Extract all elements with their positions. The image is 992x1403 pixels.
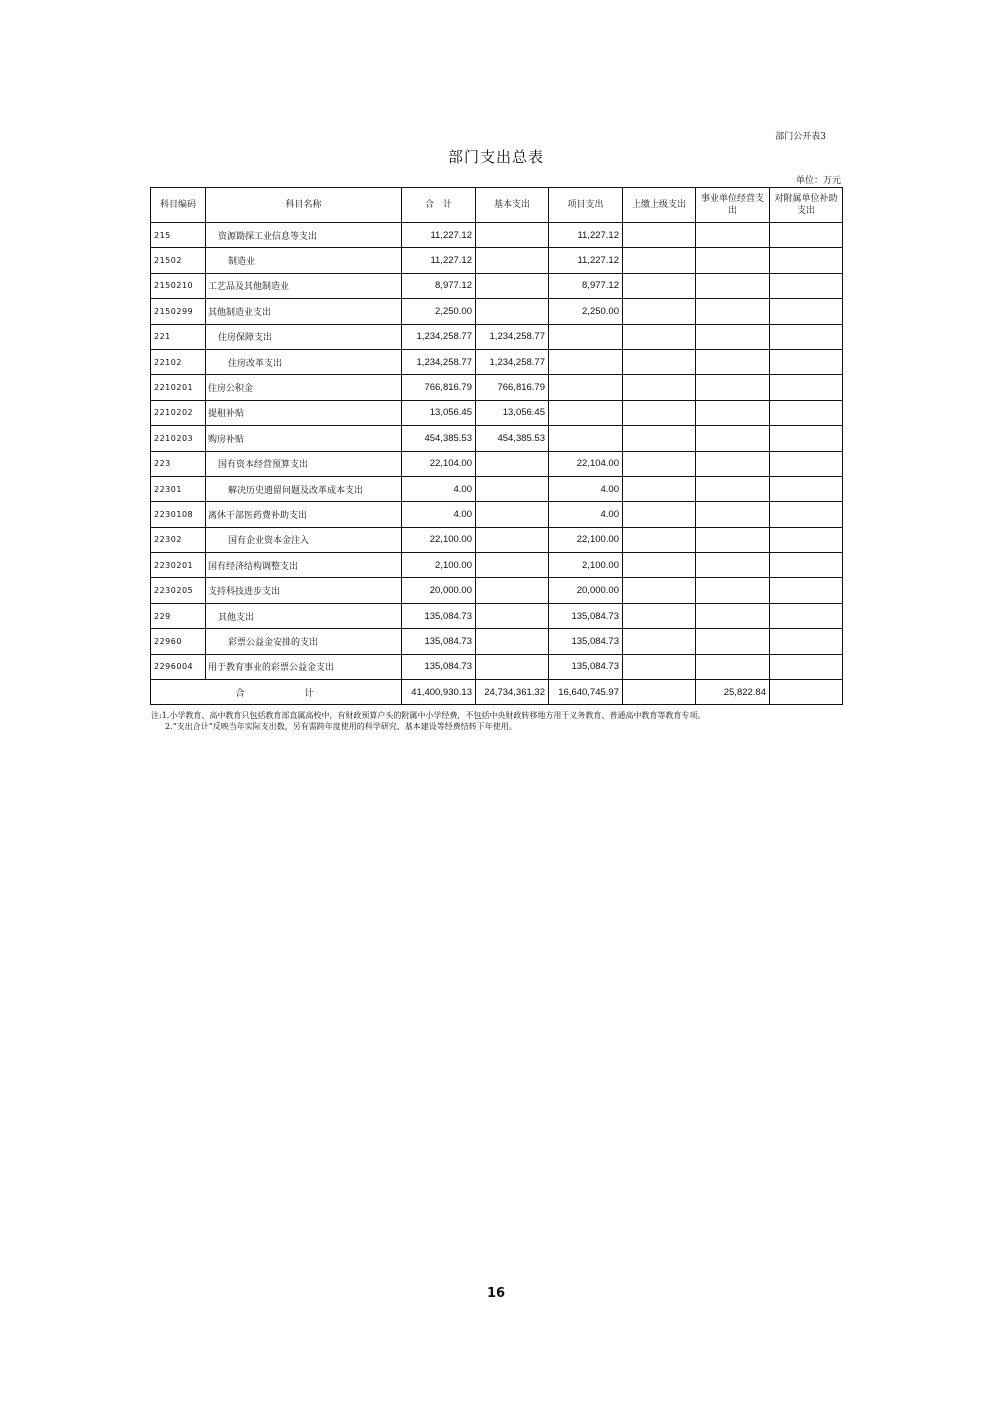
cell-code: 215 <box>151 223 206 248</box>
cell-upper <box>623 629 696 654</box>
cell-total: 4.00 <box>402 502 476 527</box>
table-row <box>151 527 843 552</box>
table-row <box>151 578 843 603</box>
table-row <box>151 223 843 248</box>
cell-total: 20,000.00 <box>402 578 476 603</box>
table-row <box>151 654 843 679</box>
cell-code: 22302 <box>151 527 206 552</box>
cell-business <box>696 426 770 451</box>
cell-total: 454,385.53 <box>402 426 476 451</box>
cell-basic <box>476 248 549 273</box>
cell-upper <box>623 553 696 578</box>
cell-basic: 454,385.53 <box>476 426 549 451</box>
cell-business <box>696 349 770 374</box>
cell-basic <box>476 273 549 298</box>
cell-business <box>696 654 770 679</box>
cell-subsidy <box>770 654 843 679</box>
cell-name: 住房改革支出 <box>206 349 402 374</box>
cell-project <box>549 426 623 451</box>
cell-name: 解决历史遗留问题及改革成本支出 <box>206 476 402 501</box>
cell-upper <box>623 426 696 451</box>
page-title: 部门支出总表 <box>447 148 544 166</box>
cell-name: 国有资本经营预算支出 <box>206 451 402 476</box>
cell-business <box>696 476 770 501</box>
cell-total: 135,084.73 <box>402 629 476 654</box>
header-code: 科目编码 <box>151 188 206 223</box>
cell-basic <box>476 654 549 679</box>
cell-upper <box>623 527 696 552</box>
cell-upper <box>623 476 696 501</box>
table-row <box>151 273 843 298</box>
cell-project <box>549 400 623 425</box>
cell-upper <box>623 451 696 476</box>
table-body <box>151 223 843 705</box>
cell-name: 离休干部医药费补助支出 <box>206 502 402 527</box>
cell-subsidy <box>770 502 843 527</box>
cell-subsidy <box>770 248 843 273</box>
cell-project: 11,227.12 <box>549 248 623 273</box>
cell-subsidy <box>770 349 843 374</box>
table-row <box>151 603 843 628</box>
table-row <box>151 629 843 654</box>
cell-total: 22,100.00 <box>402 527 476 552</box>
cell-business <box>696 578 770 603</box>
cell-subsidy <box>770 603 843 628</box>
cell-total: 2,250.00 <box>402 299 476 324</box>
cell-upper <box>623 400 696 425</box>
cell-business <box>696 629 770 654</box>
cell-code: 223 <box>151 451 206 476</box>
cell-code: 21502 <box>151 248 206 273</box>
cell-total: 2,100.00 <box>402 553 476 578</box>
cell-project: 135,084.73 <box>549 603 623 628</box>
cell-code: 2210201 <box>151 375 206 400</box>
table-row <box>151 375 843 400</box>
cell-upper <box>623 299 696 324</box>
cell-name: 住房保障支出 <box>206 324 402 349</box>
cell-code: 2230201 <box>151 553 206 578</box>
page-number: 16 <box>486 1286 506 1301</box>
cell-code: 221 <box>151 324 206 349</box>
total-business: 25,822.84 <box>696 680 770 705</box>
cell-total: 11,227.12 <box>402 248 476 273</box>
cell-project <box>549 349 623 374</box>
cell-name: 资源勘探工业信息等支出 <box>206 223 402 248</box>
cell-business <box>696 451 770 476</box>
cell-basic <box>476 603 549 628</box>
cell-project: 22,100.00 <box>549 527 623 552</box>
table-row <box>151 299 843 324</box>
cell-subsidy <box>770 476 843 501</box>
cell-total: 1,234,258.77 <box>402 324 476 349</box>
cell-business <box>696 603 770 628</box>
cell-business <box>696 553 770 578</box>
cell-upper <box>623 578 696 603</box>
header-subsidy: 对附属单位补助支出 <box>770 188 843 223</box>
cell-name: 购房补贴 <box>206 426 402 451</box>
cell-subsidy <box>770 299 843 324</box>
cell-project <box>549 324 623 349</box>
cell-project: 4.00 <box>549 476 623 501</box>
table-row <box>151 553 843 578</box>
cell-code: 22102 <box>151 349 206 374</box>
cell-name: 工艺品及其他制造业 <box>206 273 402 298</box>
cell-basic: 13,056.45 <box>476 400 549 425</box>
cell-name: 用于教育事业的彩票公益金支出 <box>206 654 402 679</box>
cell-upper <box>623 349 696 374</box>
cell-upper <box>623 248 696 273</box>
cell-upper <box>623 654 696 679</box>
cell-code: 2230108 <box>151 502 206 527</box>
total-project: 16,640,745.97 <box>549 680 623 705</box>
cell-subsidy <box>770 578 843 603</box>
cell-subsidy <box>770 426 843 451</box>
total-subsidy <box>770 680 843 705</box>
header-upper: 上缴上级支出 <box>623 188 696 223</box>
cell-project: 22,104.00 <box>549 451 623 476</box>
header-business: 事业单位经营支出 <box>696 188 770 223</box>
cell-subsidy <box>770 375 843 400</box>
cell-upper <box>623 375 696 400</box>
table-row <box>151 400 843 425</box>
cell-upper <box>623 603 696 628</box>
cell-basic <box>476 502 549 527</box>
cell-basic <box>476 527 549 552</box>
cell-project: 20,000.00 <box>549 578 623 603</box>
table-row <box>151 451 843 476</box>
cell-basic <box>476 223 549 248</box>
cell-subsidy <box>770 400 843 425</box>
cell-name: 制造业 <box>206 248 402 273</box>
cell-project: 2,250.00 <box>549 299 623 324</box>
cell-name: 其他支出 <box>206 603 402 628</box>
table-row <box>151 502 843 527</box>
cell-name: 彩票公益金安排的支出 <box>206 629 402 654</box>
cell-upper <box>623 502 696 527</box>
cell-basic <box>476 476 549 501</box>
cell-name: 其他制造业支出 <box>206 299 402 324</box>
expenditure-table <box>150 187 843 705</box>
table-row <box>151 248 843 273</box>
total-basic: 24,734,361.32 <box>476 680 549 705</box>
cell-code: 2150210 <box>151 273 206 298</box>
total-upper <box>623 680 696 705</box>
cell-subsidy <box>770 629 843 654</box>
cell-basic <box>476 451 549 476</box>
table-row <box>151 324 843 349</box>
cell-basic: 766,816.79 <box>476 375 549 400</box>
cell-business <box>696 502 770 527</box>
cell-name: 住房公积金 <box>206 375 402 400</box>
total-label: 合计 <box>151 680 402 705</box>
cell-basic <box>476 299 549 324</box>
cell-business <box>696 273 770 298</box>
cell-total: 4.00 <box>402 476 476 501</box>
cell-name: 提租补贴 <box>206 400 402 425</box>
cell-project: 135,084.73 <box>549 654 623 679</box>
cell-total: 8,977.12 <box>402 273 476 298</box>
cell-project: 11,227.12 <box>549 223 623 248</box>
cell-name: 支持科技进步支出 <box>206 578 402 603</box>
cell-upper <box>623 223 696 248</box>
total-row <box>151 680 843 705</box>
footnote-1: 注:1.小学教育、高中教育只包括教育部直属高校中，有财政预算户头的附属中小学经费，不包括中央财政转移地方用于义务教育、普通高中教育等教育专项。 <box>151 711 706 720</box>
cell-basic: 1,234,258.77 <box>476 349 549 374</box>
cell-project: 2,100.00 <box>549 553 623 578</box>
cell-business <box>696 299 770 324</box>
cell-business <box>696 223 770 248</box>
cell-business <box>696 324 770 349</box>
cell-total: 135,084.73 <box>402 654 476 679</box>
cell-project: 8,977.12 <box>549 273 623 298</box>
unit-label: 单位：万元 <box>795 176 841 186</box>
header-project: 项目支出 <box>549 188 623 223</box>
cell-subsidy <box>770 451 843 476</box>
cell-code: 2210203 <box>151 426 206 451</box>
cell-project: 4.00 <box>549 502 623 527</box>
total-total: 41,400,930.13 <box>402 680 476 705</box>
cell-upper <box>623 324 696 349</box>
cell-subsidy <box>770 527 843 552</box>
cell-basic <box>476 629 549 654</box>
cell-total: 13,056.45 <box>402 400 476 425</box>
cell-subsidy <box>770 553 843 578</box>
cell-project: 135,084.73 <box>549 629 623 654</box>
cell-code: 22960 <box>151 629 206 654</box>
cell-basic: 1,234,258.77 <box>476 324 549 349</box>
table-row <box>151 476 843 501</box>
cell-subsidy <box>770 223 843 248</box>
cell-project <box>549 375 623 400</box>
cell-code: 2230205 <box>151 578 206 603</box>
cell-code: 2150299 <box>151 299 206 324</box>
cell-total: 135,084.73 <box>402 603 476 628</box>
cell-code: 22301 <box>151 476 206 501</box>
cell-code: 2296004 <box>151 654 206 679</box>
cell-business <box>696 375 770 400</box>
footnotes <box>151 710 851 732</box>
form-tag: 部门公开表3 <box>775 132 826 142</box>
cell-business <box>696 527 770 552</box>
cell-name: 国有经济结构调整支出 <box>206 553 402 578</box>
cell-subsidy <box>770 273 843 298</box>
footnote-2: 2.“支出合计”反映当年实际支出数，另有需跨年度使用的科学研究、基本建设等经费结转下年使用。 <box>165 722 517 731</box>
header-basic: 基本支出 <box>476 188 549 223</box>
cell-name: 国有企业资本金注入 <box>206 527 402 552</box>
cell-subsidy <box>770 324 843 349</box>
cell-business <box>696 400 770 425</box>
cell-total: 22,104.00 <box>402 451 476 476</box>
header-name: 科目名称 <box>206 188 402 223</box>
cell-code: 2210202 <box>151 400 206 425</box>
cell-code: 229 <box>151 603 206 628</box>
table-row <box>151 426 843 451</box>
header-row <box>151 188 843 223</box>
cell-upper <box>623 273 696 298</box>
cell-total: 1,234,258.77 <box>402 349 476 374</box>
header-total: 合 计 <box>402 188 476 223</box>
cell-total: 11,227.12 <box>402 223 476 248</box>
cell-basic <box>476 553 549 578</box>
cell-business <box>696 248 770 273</box>
table-row <box>151 349 843 374</box>
cell-basic <box>476 578 549 603</box>
cell-total: 766,816.79 <box>402 375 476 400</box>
